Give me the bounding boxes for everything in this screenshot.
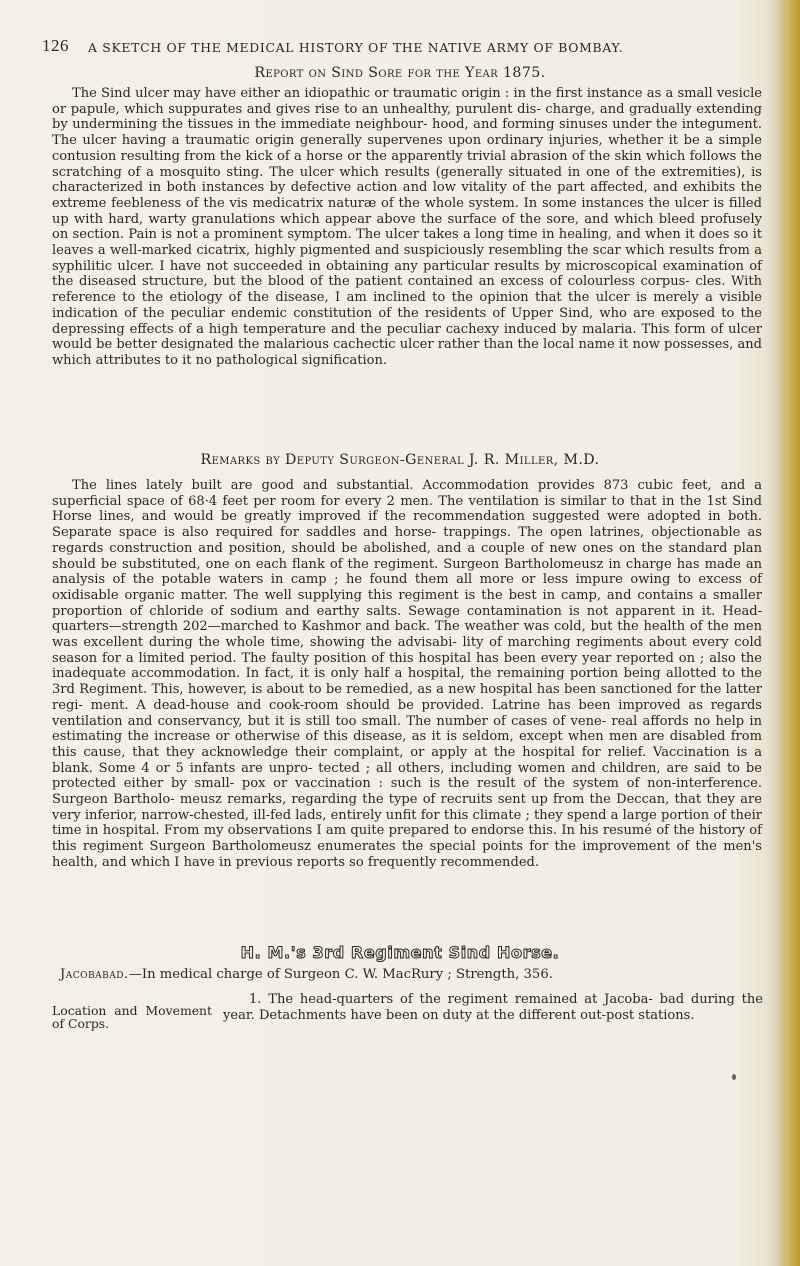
page-number: 126 [42,36,69,55]
margin-note: Location and Movement of Corps. [52,1003,212,1031]
station-name: Jacobabad. [60,967,129,982]
report-paragraph: The Sind ulcer may have either an idiopathic or traumatic origin : in the first instance as a small vesicle or papule, which suppurates and gives rise to an unhealthy, purulent dis- charge, and gradually extending by undermining the tissues in the immediate neighbour- hood, and forming sinuses under the integument. The ulcer having a traumatic origin generally supervenes upon ordinary injuries, whether it be a simple contusion resulting from the kick of a horse or the apparently trivial abrasion of the skin which follows the scratching of a mosquito sting. The ulcer which results (generally situated in one of the extremities), is characterized in both instances by defective action and low vitality of the part affected, and exhibits the extreme feebleness of the vis medicatrix naturæ of the whole system. In some instances the ulcer is filled up with hard, warty granulations which appear above the surface of the sore, and which bleed profusely on section. Pain is not a prominent symptom. The ulcer takes a long time in healing, and when it does so it leaves a well-marked cicatrix, highly pigmented and suspiciously resembling the scar which results from a syphilitic ulcer. I have not succeeded in obtaining any particular results by microscopical examination of the diseased structure, but the blood of the patient contained an excess of colourless corpus- cles. With reference to the etiology of the disease, I am inclined to the opinion that the ulcer is merely a visible indication of the peculiar endemic constitution of the residents of Upper Sind, who are exposed to the depressing effects of a high temperature and the peculiar cachexy induced by malaria. This form of ulcer would be better designated the malarious cachectic ulcer rather than the local name it now possesses, and which attributes to it no pathological signification. [52,86,762,368]
regiment-heading: H. M.'s 3rd Regiment Sind Horse. [240,943,560,962]
running-title: A SKETCH OF THE MEDICAL HISTORY OF THE NATIVE ARMY OF BOMBAY. [88,40,624,55]
station-detail: —In medical charge of Surgeon C. W. MacRury ; Strength, 356. [128,967,553,982]
remarks-title: Remarks by Deputy Surgeon-General J. R. Miller, M.D. [200,452,600,468]
station-line [60,967,553,982]
remarks-paragraph: The lines lately built are good and substantial. Accommodation provides 873 cubic feet, and a superficial space of 68·4 feet per room for every 2 men. The ventilation is similar to that in the 1st Sind Horse lines, and would be greatly improved if the recommendation suggested were adopted in both. Separate space is also required for saddles and horse- trappings. The open latrines, objectionable as regards construction and position, should be abolished, and a couple of new ones on the standard plan should be substituted, one on each flank of the regiment. Surgeon Bartholomeusz in charge has made an analysis of the potable waters in camp ; he found them all more or less impure owing to excess of oxidisable organic matter. The well supplying this regiment is the best in camp, and contains a smaller proportion of chloride of sodium and earthy salts. Sewage contamination is not apparent in it. Head-quarters—strength 202—marched to Kashmor and back. The weather was cold, but the health of the men was excellent during the whole time, showing the advisabi- lity of marching regiments about every cold season for a limited period. The faulty position of this hospital has been every year reported on ; also the inadequate accommodation. In fact, it is only half a hospital, the remaining portion being allotted to the 3rd Regiment. This, however, is about to be remedied, as a new hospital has been sanctioned for the latter regi- ment. A dead-house and cook-room should be provided. Latrine has been improved as regards ventilation and conservancy, but it is still too small. The number of cases of vene- real affords no help in estimating the increase or otherwise of this disease, as it is seldom, except when men are disabled from this cause, that they acknowledge their complaint, or apply at the hospital for relief. Vaccination is a blank. Some 4 or 5 infants are unpro- tected ; all others, including women and children, are said to be protected either by small- pox or vaccination : such is the result of the system of non-interference. Surgeon Bartholo- meusz remarks, regarding the type of recruits sent up from the Deccan, that they are very inferior, narrow-chested, ill-fed lads, entirely unfit for this climate ; they spend a large portion of their time in hospital. From my observations I am quite prepared to endorse this. In his resumé of the history of this regiment Surgeon Bartholomeusz enumerates the special points for the improvement of the men's health, and which I have in previous reports so frequently recommended. [52,478,762,870]
regiment-paragraph: 1. The head-quarters of the regiment remained at Jacoba- bad during the year. Detachments have been on duty at the different out-post stations. [223,992,763,1023]
ink-spot [732,1074,736,1080]
page-edge [778,0,800,1266]
report-title: Report on Sind Sore for the Year 1875. [254,65,546,81]
